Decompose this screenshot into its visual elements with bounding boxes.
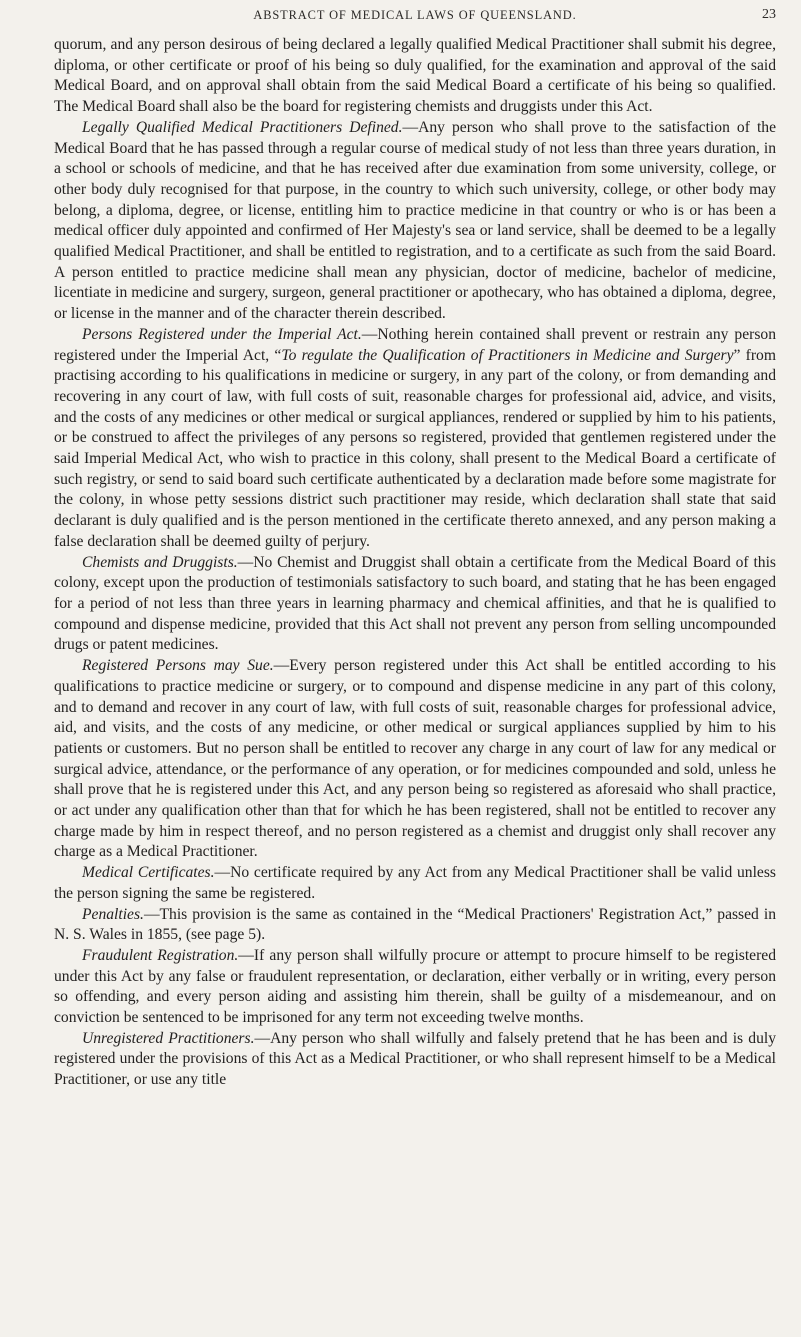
running-head: ABSTRACT OF MEDICAL LAWS OF QUEENSLAND. [253, 8, 577, 22]
paragraph-imperial-act [54, 325, 776, 553]
paragraph-text: ” from practising according to his qualifications in medicine or surgery, in any part of the colony, or from demanding and recovering in any court of law, with full costs of suit, reasonable charges for professional aid, advice, and visits, and the costs of any medicines or other medical or surgical appliances, rendered or supplied by him to his patients, or be construed to affect the privileges of any persons so registered, provided that gentlemen registered under the said Imperial Medical Act, who wish to practice in this colony, shall present to the Medical Board a certificate of such registry, or send to said board such certificate authenticated by a declaration made before some magistrate for the colony, in whose petty sessions district such practitioner may reside, which declaration shall state that said declarant is duly qualified and is the person mentioned in the certificate thereto annexed, and any person making a false declaration shall be deemed guilty of perjury. [54, 346, 776, 550]
section-heading: Legally Qualified Medical Practitioners Defined. [82, 118, 403, 136]
act-title: To regulate the Qualification of Practitioners in Medicine and Surgery [281, 346, 734, 364]
section-heading: Medical Certificates. [82, 864, 215, 882]
paragraph-may-sue [54, 656, 776, 863]
paragraph-chemists [54, 553, 776, 657]
paragraph-text: —Any person who shall wilfully and falsely pretend that he has been and is duly registered under the provisions of this Act as a Medical Practitioner, or who shall represent himself to be a Medical Practitioner, or use any title [54, 1029, 776, 1089]
section-heading: Registered Persons may Sue. [82, 657, 274, 675]
section-heading: Penalties. [82, 905, 144, 923]
paragraph-legally-qualified [54, 118, 776, 325]
paragraph-fraudulent [54, 946, 776, 1029]
paragraph-text: quorum, and any person desirous of being declared a legally qualified Medical Practitioner shall submit his degree, diploma, or other certificate or proof of his being so duly qualified, for the examination and approval of the said Medical Board, and on approval shall obtain from the said Medical Board a certificate of his being so qualified. The Medical Board shall also be the board for registering chemists and druggists under this Act. [54, 36, 776, 116]
paragraph-certificates [54, 863, 776, 904]
paragraph-text: —This provision is the same as contained in the “Medical Practioners' Registration Act,” passed in N. S. Wales in 1855, (see page 5). [54, 905, 776, 944]
section-heading: Chemists and Druggists. [82, 553, 238, 571]
paragraph-unregistered [54, 1029, 776, 1091]
paragraph-text: —Any person who shall prove to the satisfaction of the Medical Board that he has passed through a regular course of medical study of not less than three years duration, in a school or schools of medicine, and that he has received after due examination from some university, college, or other body duly recognised for that purpose, in the country to which such university, college, or other body may belong, a diploma, degree, or license, entitling him to practice medicine in that country or who is or has been a medical officer duly appointed and confirmed of Her Majesty's sea or land service, shall be deemed to be a legally qualified Medical Practitioner, and shall be entitled to registration, and to a certificate as such from the said Board. A person entitled to practice medicine shall mean any physician, doctor of medicine, bachelor of medicine, licentiate in medicine and surgery, surgeon, general practitioner or apothecary, who has obtained a diploma, degree, or license in the manner and of the character therein described. [54, 118, 776, 323]
page-number: 23 [762, 7, 776, 22]
body-text [54, 35, 776, 1091]
paragraph-penalties [54, 905, 776, 946]
paragraph-quorum [54, 35, 776, 118]
paragraph-text: —Every person registered under this Act shall be entitled according to his qualifications to practice medicine or surgery, or to compound and dispense medicine in any part of this colony, and to demand and recover in any court of law, with full costs of suit, reasonable charges for professional advice, aid, and visits, and the costs of any medicine, or other medical or surgical appliances supplied by him to his patients or customers. But no person shall be entitled to recover any charge in any court of law for any medical or surgical advice, attendance, or the performance of any operation, or for medicines compounded and sold, unless he shall prove that he is registered under this Act, and any person being so registered as aforesaid who shall practice, or act under any qualification other than that for which he has been registered, shall not be entitled to recover any charge made by him in respect thereof, and no person registered as a chemist and druggist only shall recover any charge as a Medical Practitioner. [54, 657, 776, 861]
paragraph-text: —No Chemist and Druggist shall obtain a certificate from the Medical Board of this colony, except upon the production of testimonials satisfactory to such board, and stating that he has been engaged for a period of not less than three years in learning pharmacy and chemical affinities, and that he is qualified to compound and dispense medicine, provided that this Act shall not prevent any person from selling uncompounded drugs or patent medicines. [54, 553, 776, 654]
section-heading: Unregistered Practitioners. [82, 1029, 255, 1047]
paragraph-text: —Nothing herein contained shall prevent or restrain any person registered under the Imperial Act, “ [54, 325, 776, 364]
paragraph-text: —If any person shall wilfully procure or attempt to procure himself to be registered under this Act by any false or fraudulent representation, or declaration, either verbally or in writing, every person so offending, and every person aiding and assisting him therein, shall be guilty of a misdemeanour, and on conviction be sentenced to be imprisoned for any term not exceeding twelve months. [54, 946, 777, 1027]
section-heading: Persons Registered under the Imperial Act. [82, 325, 362, 343]
paragraph-text: —No certificate required by any Act from any Medical Practitioner shall be valid unless the person signing the same be registered. [54, 864, 776, 902]
section-heading: Fraudulent Registration. [82, 946, 239, 964]
page-header [54, 6, 776, 28]
